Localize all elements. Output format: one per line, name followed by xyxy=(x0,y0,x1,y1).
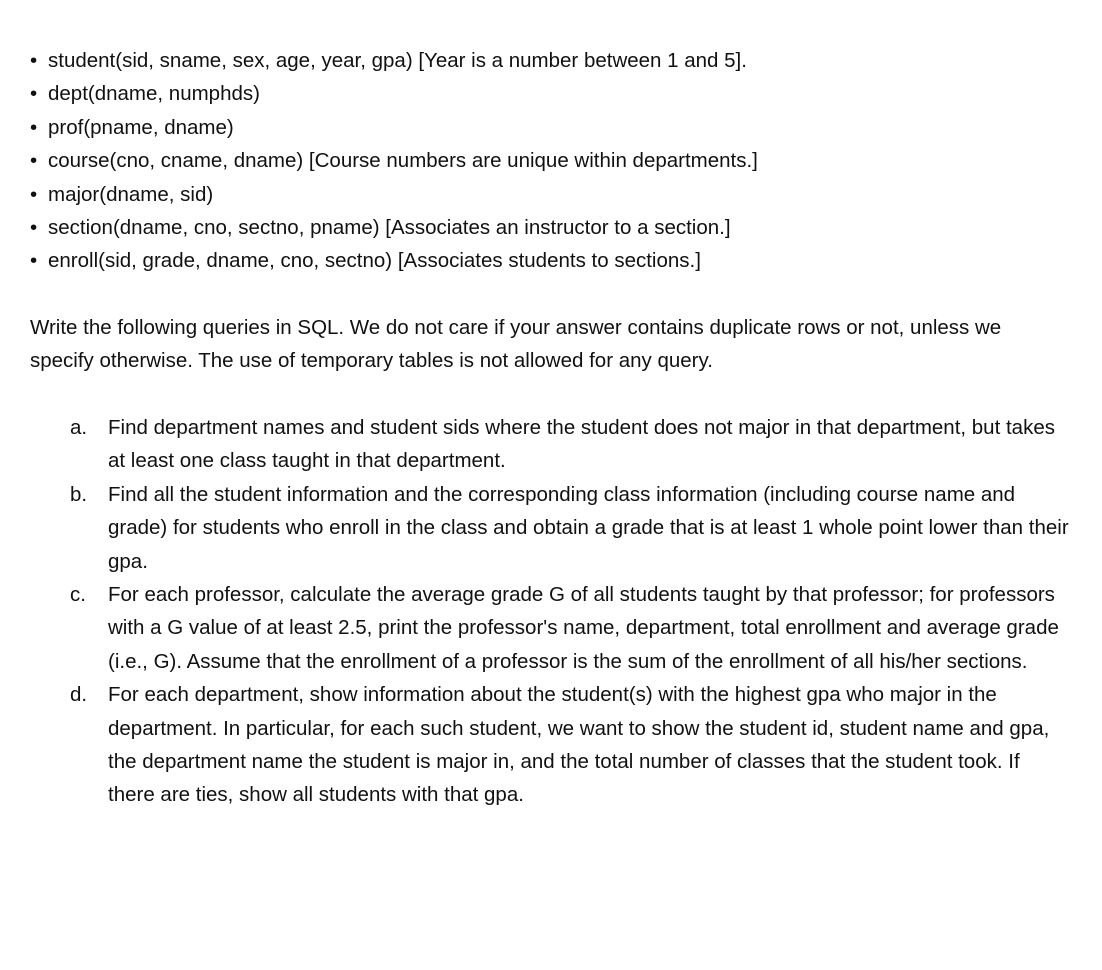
schema-list xyxy=(30,44,758,278)
bullet-icon: • xyxy=(30,149,38,173)
question-text: For each professor, calculate the average grade G of all students taught by that professor; for professors with a G value of at least 2.5, print the professor's name, department, total enrollment and average grade (i.e., G). Assume that the enrollment of a professor is the sum of the enrollment of all his/her sections. xyxy=(108,583,1059,673)
question-label: d. xyxy=(70,683,88,707)
schema-text: major(dname, sid) xyxy=(48,182,214,206)
schema-text: prof(pname, dname) xyxy=(48,115,234,139)
schema-item-enroll xyxy=(30,244,758,277)
question-label: b. xyxy=(70,482,88,506)
schema-text: enroll(sid, grade, dname, cno, sectno) [Associates students to sections.] xyxy=(48,249,701,273)
schema-item-major xyxy=(30,178,758,211)
question-list xyxy=(70,411,1070,812)
schema-text: section(dname, cno, sectno, pname) [Associates an instructor to a section.] xyxy=(48,215,731,239)
bullet-icon: • xyxy=(30,182,38,206)
question-label: a. xyxy=(70,416,88,439)
schema-item-course xyxy=(30,144,758,177)
bullet-icon: • xyxy=(30,82,38,106)
question-text: Find all the student information and the corresponding class information (including course name and grade) for students who enroll in the class and obtain a grade that is at least 1 whole point lower than their gpa. xyxy=(108,482,1069,573)
question-text: Find department names and student sids where the student does not major in that department, but takes at least one class taught in that department. xyxy=(108,416,1055,473)
schema-item-prof xyxy=(30,111,758,144)
question-item-c xyxy=(70,578,1070,678)
bullet-icon: • xyxy=(30,115,38,139)
question-item-b xyxy=(70,478,1070,578)
question-text: For each department, show information about the student(s) with the highest gpa who major in the department. In particular, for each such student, we want to show the student id, student name and gpa, the department name the student is major in, and the total number of classes that the student took. If there are ties, show all students with that gpa. xyxy=(108,683,1050,807)
bullet-icon: • xyxy=(30,249,38,273)
bullet-icon: • xyxy=(30,215,38,239)
schema-item-dept xyxy=(30,77,758,110)
question-item-a xyxy=(70,411,1070,478)
question-label: c. xyxy=(70,583,86,607)
instructions-paragraph: Write the following queries in SQL. We do not care if your answer contains duplicate rows or not, unless we specify otherwise. The use of temporary tables is not allowed for any query. xyxy=(30,316,1002,373)
bullet-icon: • xyxy=(30,49,38,72)
schema-text: student(sid, sname, sex, age, year, gpa) [Year is a number between 1 and 5]. xyxy=(48,49,747,72)
schema-text: course(cno, cname, dname) [Course numbers are unique within departments.] xyxy=(48,149,758,173)
schema-text: dept(dname, numphds) xyxy=(48,82,260,106)
schema-item-section xyxy=(30,211,758,244)
question-item-d xyxy=(70,678,1070,812)
schema-item-student xyxy=(30,44,758,77)
